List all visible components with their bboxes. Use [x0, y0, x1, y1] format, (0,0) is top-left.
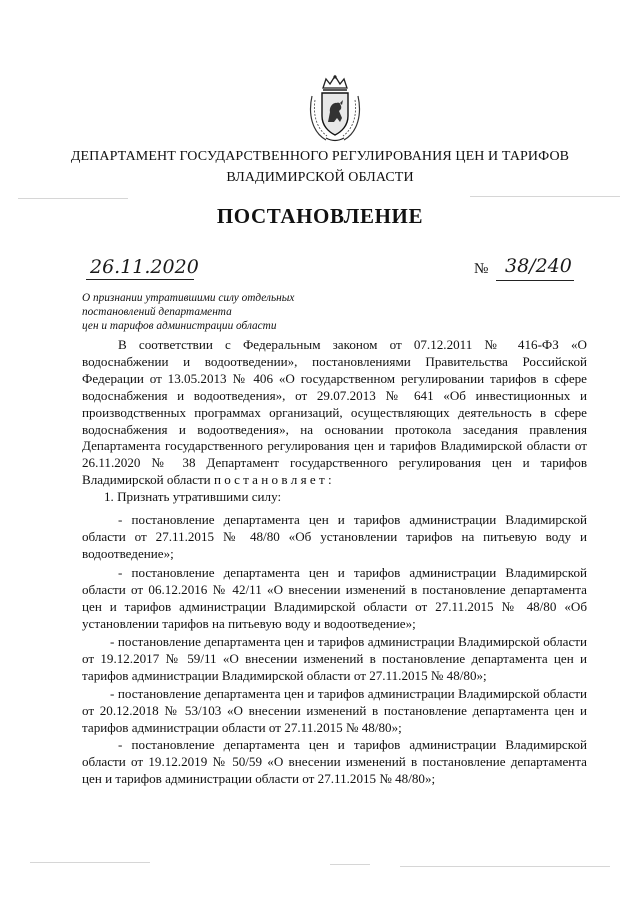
list-item: - постановление департамента цен и тарифов администрации Владимирской области от 19.12.2017 № 59/11 «О внесении изменений в постановление департамента цен и тарифов администрации Владимирской области от 27.11.2015 № 48/80»; [82, 634, 587, 683]
list-item: - постановление департамента цен и тарифов администрации Владимирской области от 06.12.2016 № 42/11 «О внесении изменений в постановление департамента цен и тарифов администрации Владимирской области от 27.11.2015 № 48/80 «Об установлении тарифов на питьевую воду и водоотведение»; [82, 565, 587, 631]
scan-noise [18, 198, 128, 199]
list-item: - постановление департамента цен и тарифов администрации Владимирской области от 27.11.2015 № 48/80 «Об установлении тарифов на питьевую воду и водоотведение»; [82, 512, 587, 561]
preamble-paragraph: В соответствии с Федеральным законом от 07.12.2011 № 416-ФЗ «О водоснабжении и водоотведении», постановлениями Правительства Российской Федерации от 13.05.2013 № 406 «О государственном регулировании тарифов в сфере водоснабжения и водоотведения», от 29.07.2013 № 641 «Об инвестиционных и производственных программах организаций, осуществляющих деятельность в сфере водоснабжения и водоотведения», на основании протокола заседания правления Департамента государственного регулирования цен и тарифов Владимирской области от 26.11.2020 № 38 Департамент государственного регулирования цен и тарифов Владимирской области п о с т а н о в л я е т : [82, 337, 587, 488]
subject-line: О признании утратившими силу отдельных [82, 292, 295, 304]
document-subject [82, 291, 342, 334]
date-underline [86, 279, 194, 280]
number-label: № [474, 261, 489, 277]
coat-of-arms-icon [306, 74, 364, 144]
list-item: - постановление департамента цен и тарифов администрации Владимирской области от 20.12.2018 № 53/103 «О внесении изменений в постановление департамента цен и тарифов администрации области от 27.11.2015 № 48/80»; [82, 686, 587, 735]
list-item: - постановление департамента цен и тарифов администрации Владимирской области от 19.12.2019 № 50/59 «О внесении изменений в постановление департамента цен и тарифов администрации области от 27.11.2015 № 48/80»; [82, 737, 587, 786]
scan-noise [30, 862, 150, 863]
scan-noise [330, 864, 370, 865]
subject-line: цен и тарифов администрации области [82, 320, 277, 333]
document-title: ПОСТАНОВЛЕНИЕ [216, 204, 424, 228]
number-underline [496, 280, 574, 281]
clause-1: 1. Признать утратившими силу: [104, 489, 282, 504]
document-date: 26.11.2020 [90, 256, 199, 278]
department-name-line-2: ВЛАДИМИРСКОЙ ОБЛАСТИ [226, 170, 414, 185]
scan-noise [470, 196, 620, 197]
scan-noise [400, 866, 610, 867]
subject-line: постановлений департамента [82, 306, 232, 319]
document-number: 38/240 [505, 255, 572, 277]
department-name-line-1: ДЕПАРТАМЕНТ ГОСУДАРСТВЕННОГО РЕГУЛИРОВАНИЯ ЦЕН И ТАРИФОВ [70, 149, 570, 164]
